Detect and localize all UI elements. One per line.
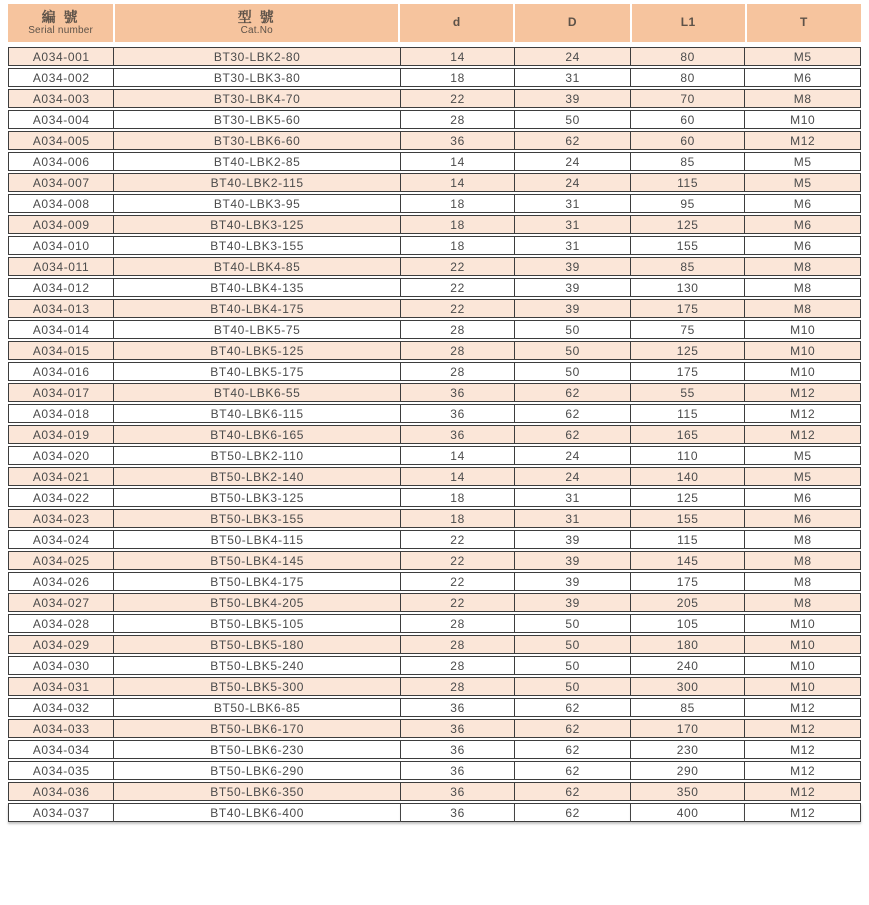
table-row [8, 467, 861, 486]
cell-d: 36 [401, 719, 516, 738]
cell-D: 24 [515, 173, 631, 192]
cell-L1: 110 [631, 446, 746, 465]
table-row [8, 425, 861, 444]
table-row [8, 551, 861, 570]
cell-serial-number: A034-017 [8, 383, 114, 402]
column-header-model-zh: 型 號 [237, 9, 276, 26]
cell-L1: 85 [631, 152, 746, 171]
table-row [8, 614, 861, 633]
cell-serial-number: A034-020 [8, 446, 114, 465]
cell-L1: 80 [631, 47, 746, 66]
cell-cat-no: BT50-LBK5-300 [114, 677, 400, 696]
cell-cat-no: BT40-LBK5-125 [114, 341, 400, 360]
table-row [8, 635, 861, 654]
table-row [8, 215, 861, 234]
table-row [8, 740, 861, 759]
cell-d: 28 [401, 362, 516, 381]
cell-D: 62 [515, 404, 631, 423]
cell-T: M10 [745, 362, 861, 381]
cell-L1: 70 [631, 89, 746, 108]
cell-serial-number: A034-008 [8, 194, 114, 213]
column-header-D-label: D [567, 15, 578, 30]
cell-d: 28 [401, 320, 516, 339]
cell-d: 28 [401, 614, 516, 633]
cell-serial-number: A034-006 [8, 152, 114, 171]
cell-serial-number: A034-005 [8, 131, 114, 150]
cell-d: 36 [401, 803, 516, 822]
table-row [8, 110, 861, 129]
table-row [8, 530, 861, 549]
cell-cat-no: BT30-LBK2-80 [114, 47, 400, 66]
cell-T: M5 [745, 467, 861, 486]
cell-serial-number: A034-029 [8, 635, 114, 654]
cell-L1: 175 [631, 362, 746, 381]
table-row [8, 320, 861, 339]
cell-d: 14 [401, 152, 516, 171]
cell-cat-no: BT40-LBK2-115 [114, 173, 400, 192]
cell-cat-no: BT50-LBK4-115 [114, 530, 400, 549]
cell-L1: 60 [631, 131, 746, 150]
cell-D: 31 [515, 194, 631, 213]
column-header-serial-zh: 編 號 [41, 9, 80, 26]
cell-D: 39 [515, 89, 631, 108]
cell-L1: 80 [631, 68, 746, 87]
cell-d: 22 [401, 551, 516, 570]
cell-serial-number: A034-032 [8, 698, 114, 717]
cell-T: M12 [745, 131, 861, 150]
table-row [8, 152, 861, 171]
cell-D: 50 [515, 341, 631, 360]
cell-D: 24 [515, 47, 631, 66]
cell-d: 22 [401, 257, 516, 276]
cell-T: M12 [745, 761, 861, 780]
table-row [8, 698, 861, 717]
cell-L1: 125 [631, 341, 746, 360]
cell-serial-number: A034-016 [8, 362, 114, 381]
cell-L1: 115 [631, 404, 746, 423]
column-header-L1-label: L1 [680, 15, 696, 30]
cell-D: 62 [515, 803, 631, 822]
cell-T: M8 [745, 278, 861, 297]
cell-cat-no: BT30-LBK3-80 [114, 68, 400, 87]
cell-cat-no: BT40-LBK3-125 [114, 215, 400, 234]
cell-L1: 155 [631, 509, 746, 528]
spec-table [8, 45, 861, 824]
cell-D: 39 [515, 572, 631, 591]
cell-T: M12 [745, 404, 861, 423]
cell-d: 22 [401, 89, 516, 108]
cell-T: M10 [745, 110, 861, 129]
cell-D: 62 [515, 740, 631, 759]
cell-L1: 240 [631, 656, 746, 675]
cell-cat-no: BT40-LBK4-135 [114, 278, 400, 297]
cell-serial-number: A034-011 [8, 257, 114, 276]
cell-serial-number: A034-025 [8, 551, 114, 570]
cell-cat-no: BT40-LBK5-175 [114, 362, 400, 381]
cell-serial-number: A034-001 [8, 47, 114, 66]
cell-serial-number: A034-037 [8, 803, 114, 822]
cell-cat-no: BT50-LBK5-180 [114, 635, 400, 654]
column-header-D [515, 4, 629, 42]
cell-T: M6 [745, 509, 861, 528]
table-row [8, 383, 861, 402]
cell-L1: 170 [631, 719, 746, 738]
cell-D: 31 [515, 68, 631, 87]
cell-d: 36 [401, 740, 516, 759]
cell-L1: 300 [631, 677, 746, 696]
cell-D: 31 [515, 215, 631, 234]
cell-L1: 95 [631, 194, 746, 213]
cell-d: 22 [401, 530, 516, 549]
table-row [8, 194, 861, 213]
cell-d: 36 [401, 425, 516, 444]
table-row [8, 719, 861, 738]
cell-L1: 130 [631, 278, 746, 297]
cell-d: 28 [401, 110, 516, 129]
column-header-L1 [632, 4, 745, 42]
table-row [8, 278, 861, 297]
cell-T: M12 [745, 740, 861, 759]
cell-serial-number: A034-012 [8, 278, 114, 297]
table-row [8, 593, 861, 612]
cell-serial-number: A034-007 [8, 173, 114, 192]
cell-T: M10 [745, 614, 861, 633]
cell-serial-number: A034-002 [8, 68, 114, 87]
cell-cat-no: BT50-LBK4-205 [114, 593, 400, 612]
cell-D: 50 [515, 614, 631, 633]
column-header-d [400, 4, 513, 42]
cell-D: 39 [515, 530, 631, 549]
table-row [8, 656, 861, 675]
cell-L1: 175 [631, 572, 746, 591]
table-row [8, 236, 861, 255]
table-row [8, 68, 861, 87]
cell-serial-number: A034-014 [8, 320, 114, 339]
cell-cat-no: BT50-LBK4-175 [114, 572, 400, 591]
cell-T: M8 [745, 299, 861, 318]
cell-d: 36 [401, 761, 516, 780]
cell-serial-number: A034-033 [8, 719, 114, 738]
cell-d: 28 [401, 635, 516, 654]
cell-d: 18 [401, 194, 516, 213]
cell-serial-number: A034-024 [8, 530, 114, 549]
cell-D: 50 [515, 110, 631, 129]
cell-d: 14 [401, 446, 516, 465]
cell-serial-number: A034-021 [8, 467, 114, 486]
cell-d: 22 [401, 572, 516, 591]
cell-D: 31 [515, 488, 631, 507]
cell-cat-no: BT40-LBK6-115 [114, 404, 400, 423]
cell-T: M8 [745, 572, 861, 591]
cell-cat-no: BT40-LBK2-85 [114, 152, 400, 171]
cell-d: 22 [401, 278, 516, 297]
cell-L1: 230 [631, 740, 746, 759]
column-header-d-label: d [452, 15, 461, 30]
cell-T: M6 [745, 194, 861, 213]
cell-d: 22 [401, 593, 516, 612]
table-row [8, 488, 861, 507]
cell-serial-number: A034-022 [8, 488, 114, 507]
cell-cat-no: BT40-LBK6-400 [114, 803, 400, 822]
cell-D: 62 [515, 698, 631, 717]
column-header-serial-en: Serial number [28, 25, 94, 37]
table-row [8, 47, 861, 66]
cell-D: 50 [515, 320, 631, 339]
cell-serial-number: A034-026 [8, 572, 114, 591]
cell-d: 28 [401, 656, 516, 675]
cell-serial-number: A034-010 [8, 236, 114, 255]
cell-D: 39 [515, 278, 631, 297]
table-row [8, 341, 861, 360]
cell-cat-no: BT50-LBK6-230 [114, 740, 400, 759]
cell-L1: 155 [631, 236, 746, 255]
cell-D: 39 [515, 257, 631, 276]
cell-D: 31 [515, 509, 631, 528]
table-row [8, 299, 861, 318]
cell-L1: 125 [631, 215, 746, 234]
cell-d: 36 [401, 698, 516, 717]
cell-d: 28 [401, 677, 516, 696]
table-row [8, 803, 861, 822]
cell-d: 18 [401, 215, 516, 234]
cell-D: 39 [515, 299, 631, 318]
cell-L1: 145 [631, 551, 746, 570]
table-row [8, 572, 861, 591]
cell-L1: 125 [631, 488, 746, 507]
cell-T: M12 [745, 719, 861, 738]
cell-T: M12 [745, 698, 861, 717]
cell-d: 14 [401, 173, 516, 192]
cell-L1: 115 [631, 173, 746, 192]
cell-D: 50 [515, 677, 631, 696]
cell-d: 36 [401, 404, 516, 423]
cell-D: 62 [515, 719, 631, 738]
cell-d: 36 [401, 782, 516, 801]
cell-T: M10 [745, 635, 861, 654]
table-row [8, 173, 861, 192]
cell-serial-number: A034-023 [8, 509, 114, 528]
cell-D: 50 [515, 635, 631, 654]
table-row [8, 362, 861, 381]
column-header-T-label: T [799, 15, 808, 30]
cell-D: 24 [515, 446, 631, 465]
cell-cat-no: BT50-LBK3-155 [114, 509, 400, 528]
cell-d: 18 [401, 68, 516, 87]
cell-cat-no: BT30-LBK4-70 [114, 89, 400, 108]
cell-cat-no: BT30-LBK6-60 [114, 131, 400, 150]
cell-cat-no: BT50-LBK6-85 [114, 698, 400, 717]
cell-L1: 55 [631, 383, 746, 402]
cell-T: M12 [745, 782, 861, 801]
cell-d: 36 [401, 131, 516, 150]
column-header-T [747, 4, 861, 42]
cell-D: 31 [515, 236, 631, 255]
cell-L1: 180 [631, 635, 746, 654]
cell-d: 14 [401, 47, 516, 66]
spec-table-body [8, 47, 861, 822]
cell-T: M10 [745, 656, 861, 675]
cell-D: 62 [515, 131, 631, 150]
table-row [8, 509, 861, 528]
cell-L1: 85 [631, 698, 746, 717]
cell-D: 62 [515, 425, 631, 444]
table-row [8, 89, 861, 108]
cell-D: 24 [515, 152, 631, 171]
cell-serial-number: A034-009 [8, 215, 114, 234]
cell-D: 39 [515, 551, 631, 570]
cell-serial-number: A034-027 [8, 593, 114, 612]
cell-d: 28 [401, 341, 516, 360]
cell-cat-no: BT50-LBK6-170 [114, 719, 400, 738]
cell-L1: 60 [631, 110, 746, 129]
cell-T: M12 [745, 803, 861, 822]
cell-T: M6 [745, 68, 861, 87]
cell-L1: 350 [631, 782, 746, 801]
cell-D: 50 [515, 362, 631, 381]
cell-L1: 115 [631, 530, 746, 549]
cell-serial-number: A034-015 [8, 341, 114, 360]
cell-d: 36 [401, 383, 516, 402]
table-row [8, 131, 861, 150]
cell-L1: 105 [631, 614, 746, 633]
cell-cat-no: BT50-LBK5-240 [114, 656, 400, 675]
table-row [8, 404, 861, 423]
table-row [8, 677, 861, 696]
cell-cat-no: BT40-LBK6-165 [114, 425, 400, 444]
cell-serial-number: A034-003 [8, 89, 114, 108]
cell-T: M6 [745, 488, 861, 507]
cell-cat-no: BT50-LBK5-105 [114, 614, 400, 633]
cell-D: 24 [515, 467, 631, 486]
table-row [8, 761, 861, 780]
cell-T: M5 [745, 152, 861, 171]
cell-T: M12 [745, 425, 861, 444]
cell-serial-number: A034-028 [8, 614, 114, 633]
table-header-row [8, 4, 861, 42]
cell-L1: 165 [631, 425, 746, 444]
cell-d: 18 [401, 236, 516, 255]
column-header-model-en: Cat.No [240, 25, 273, 37]
cell-cat-no: BT50-LBK2-140 [114, 467, 400, 486]
cell-serial-number: A034-004 [8, 110, 114, 129]
column-header-serial [8, 4, 113, 42]
cell-d: 18 [401, 488, 516, 507]
cell-serial-number: A034-035 [8, 761, 114, 780]
cell-T: M8 [745, 257, 861, 276]
cell-serial-number: A034-031 [8, 677, 114, 696]
cell-cat-no: BT50-LBK2-110 [114, 446, 400, 465]
cell-T: M10 [745, 677, 861, 696]
cell-d: 18 [401, 509, 516, 528]
cell-T: M10 [745, 320, 861, 339]
cell-d: 14 [401, 467, 516, 486]
cell-cat-no: BT40-LBK4-85 [114, 257, 400, 276]
cell-cat-no: BT50-LBK3-125 [114, 488, 400, 507]
cell-serial-number: A034-013 [8, 299, 114, 318]
cell-T: M12 [745, 383, 861, 402]
cell-T: M5 [745, 446, 861, 465]
column-header-model [115, 4, 398, 42]
cell-cat-no: BT50-LBK6-350 [114, 782, 400, 801]
cell-L1: 75 [631, 320, 746, 339]
cell-T: M8 [745, 530, 861, 549]
cell-cat-no: BT30-LBK5-60 [114, 110, 400, 129]
cell-T: M10 [745, 341, 861, 360]
cell-D: 62 [515, 383, 631, 402]
cell-serial-number: A034-036 [8, 782, 114, 801]
table-row [8, 782, 861, 801]
cell-D: 62 [515, 761, 631, 780]
cell-T: M8 [745, 89, 861, 108]
cell-T: M5 [745, 173, 861, 192]
cell-L1: 140 [631, 467, 746, 486]
cell-serial-number: A034-018 [8, 404, 114, 423]
cell-cat-no: BT40-LBK3-95 [114, 194, 400, 213]
table-row [8, 257, 861, 276]
cell-serial-number: A034-034 [8, 740, 114, 759]
cell-cat-no: BT50-LBK4-145 [114, 551, 400, 570]
cell-cat-no: BT40-LBK5-75 [114, 320, 400, 339]
cell-T: M6 [745, 236, 861, 255]
cell-L1: 85 [631, 257, 746, 276]
cell-D: 39 [515, 593, 631, 612]
cell-L1: 205 [631, 593, 746, 612]
cell-serial-number: A034-019 [8, 425, 114, 444]
cell-T: M8 [745, 551, 861, 570]
cell-cat-no: BT50-LBK6-290 [114, 761, 400, 780]
cell-L1: 290 [631, 761, 746, 780]
cell-d: 22 [401, 299, 516, 318]
cell-T: M5 [745, 47, 861, 66]
cell-cat-no: BT40-LBK6-55 [114, 383, 400, 402]
cell-cat-no: BT40-LBK4-175 [114, 299, 400, 318]
cell-T: M6 [745, 215, 861, 234]
cell-D: 50 [515, 656, 631, 675]
cell-D: 62 [515, 782, 631, 801]
cell-serial-number: A034-030 [8, 656, 114, 675]
cell-L1: 400 [631, 803, 746, 822]
cell-L1: 175 [631, 299, 746, 318]
cell-cat-no: BT40-LBK3-155 [114, 236, 400, 255]
table-row [8, 446, 861, 465]
cell-T: M8 [745, 593, 861, 612]
